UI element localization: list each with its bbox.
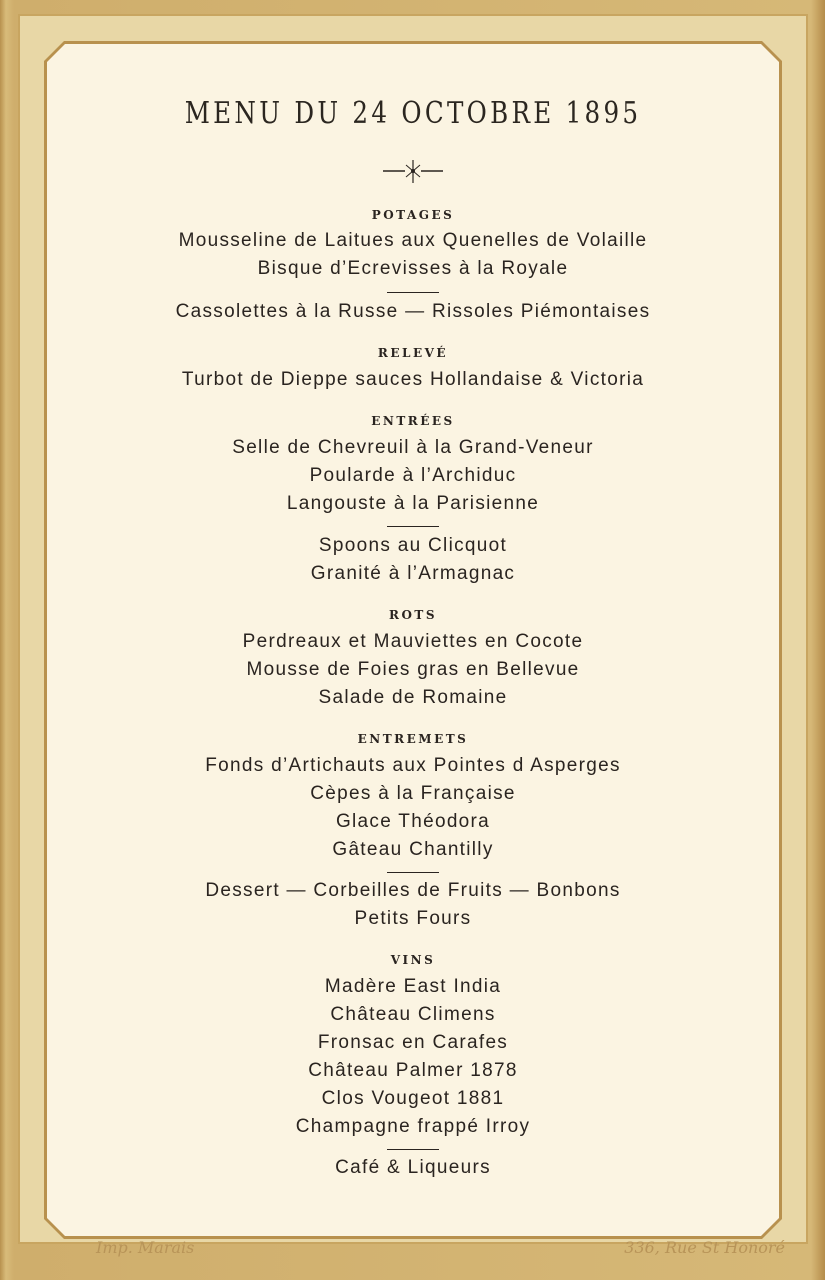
menu-item: Salade de Romaine [318,687,508,708]
menu-item: Cassolettes à la Russe — Rissoles Piémontaises [175,301,651,322]
divider-rule [387,872,439,873]
menu-item: Fronsac en Carafes [317,1032,509,1053]
menu-title: MENU DU 24 OCTOBRE 1895 [184,96,642,131]
menu-item: Petits Fours [354,908,472,929]
menu-item: Selle de Chevreuil à la Grand-Veneur [232,437,594,458]
menu-item: Turbot de Dieppe sauces Hollandaise & Victoria [181,369,645,390]
menu-item: Clos Vougeot 1881 [321,1088,505,1109]
heading-potages: POTAGES [371,208,455,222]
menu-item: Dessert — Corbeilles de Fruits — Bonbons [205,880,621,901]
printer-address: 336, Rue St Honoré [624,1238,785,1257]
menu-item: Cèpes à la Française [310,783,516,804]
divider-rule [387,292,439,293]
divider-rule [387,1149,439,1150]
heading-vins: VINS [390,953,436,967]
divider-rule [387,526,439,527]
menu-item: Madère East India [324,976,502,997]
menu-content [47,44,779,1236]
heading-entrees: ENTRÉES [371,414,455,428]
menu-item: Gâteau Chantilly [332,839,494,860]
menu-item: Poularde à l’Archiduc [309,465,517,486]
menu-item: Perdreaux et Mauviettes en Cocote [242,631,584,652]
menu-item: Café & Liqueurs [335,1157,491,1178]
menu-item: Mousseline de Laitues aux Quenelles de Volaille [178,230,648,251]
heading-rots: ROTS [388,608,438,622]
menu-item: Fonds d’Artichauts aux Pointes d Asperges [205,755,621,776]
menu-item: Bisque d’Ecrevisses à la Royale [257,258,569,279]
menu-item: Château Palmer 1878 [308,1060,518,1081]
menu-item: Spoons au Clicquot [318,535,508,556]
menu-item: Champagne frappé Irroy [295,1116,531,1137]
menu-item: Granité à l’Armagnac [310,563,516,584]
menu-item: Glace Théodora [335,811,491,832]
menu-item: Château Climens [330,1004,496,1025]
heading-entremets: ENTREMETS [357,732,469,746]
ornament-icon [47,156,779,186]
menu-item: Mousse de Foies gras en Bellevue [246,659,580,680]
printer-credit: Imp. Marais [96,1238,195,1257]
menu-item: Langouste à la Parisienne [286,493,540,514]
heading-releve: RELEVÉ [377,346,449,360]
